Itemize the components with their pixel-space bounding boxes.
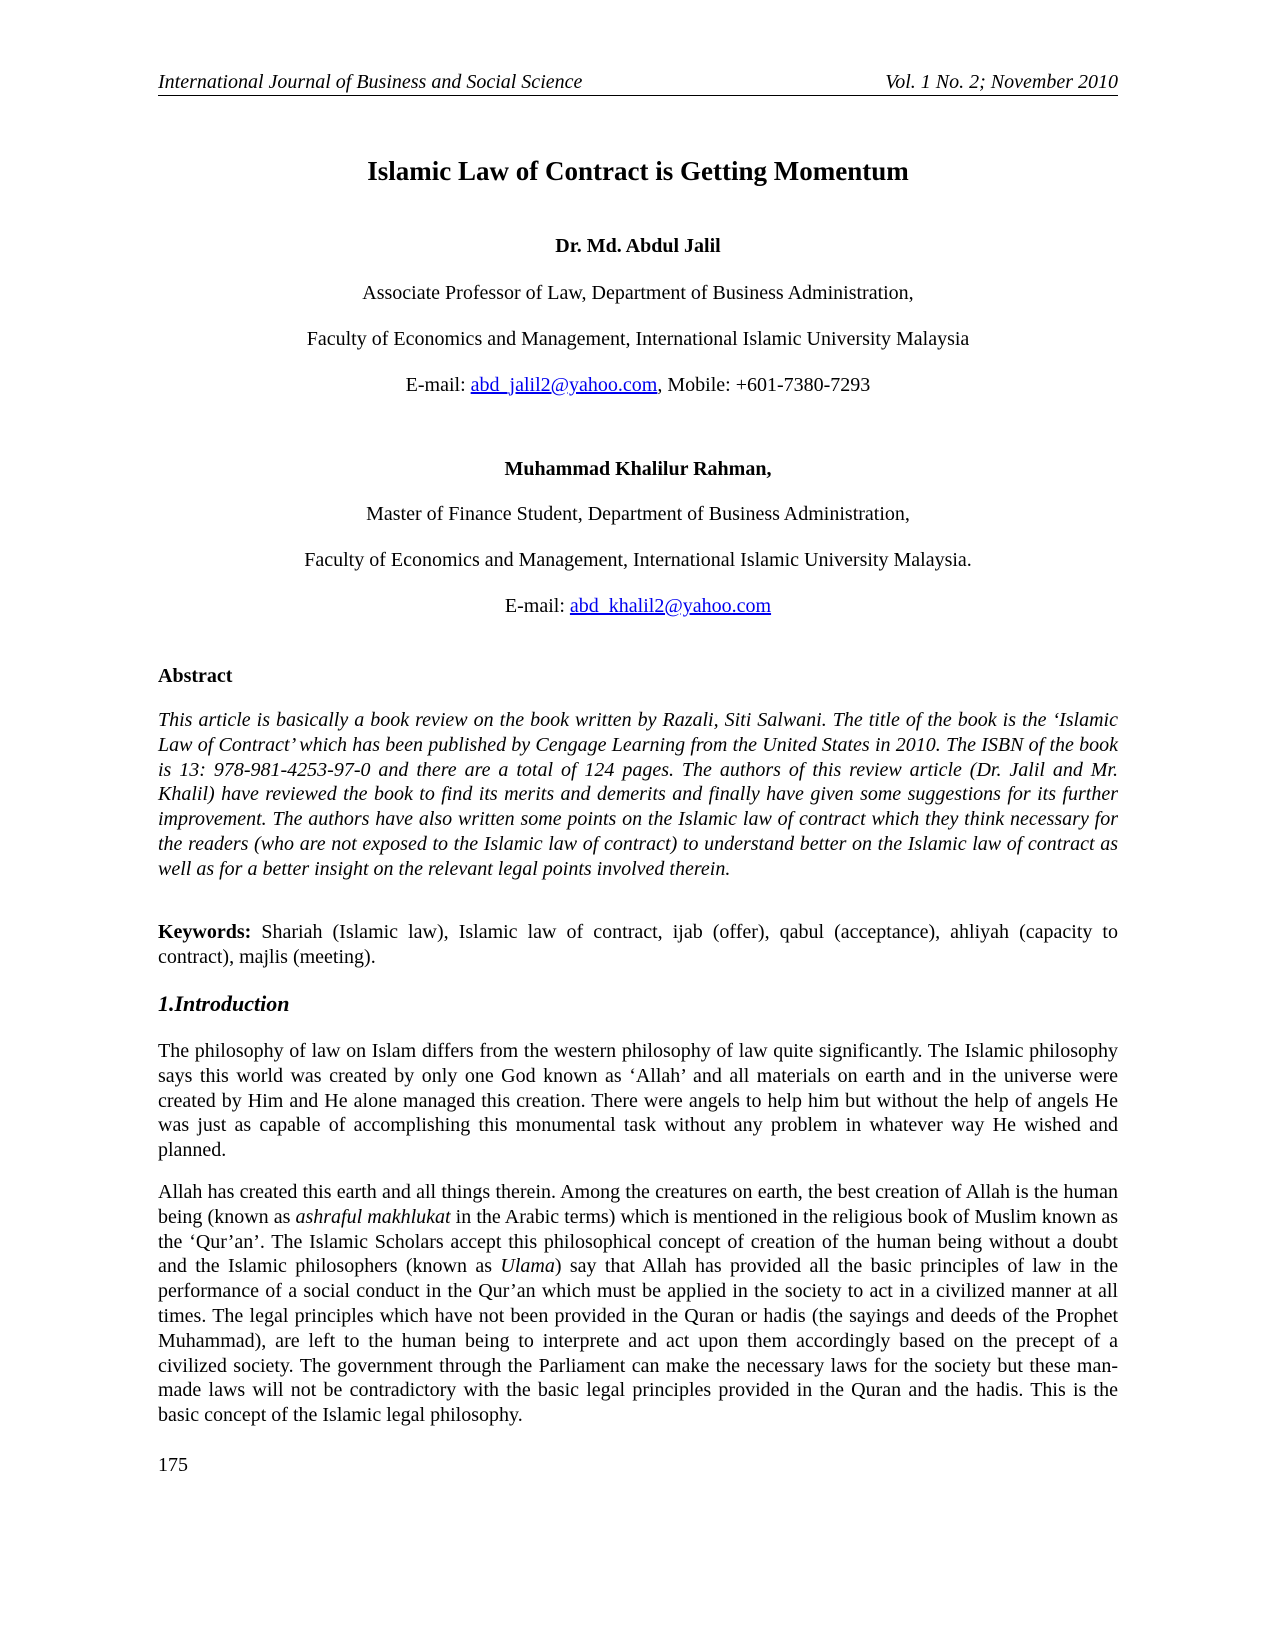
author1-name: Dr. Md. Abdul Jalil	[555, 235, 721, 257]
author2-email-label: E-mail:	[504, 595, 570, 617]
author1-email-link[interactable]: abd_jalil2@yahoo.com	[470, 374, 658, 396]
para2-text-b: in the Arabic terms) which is mentioned in the religious book of Muslim known as the ‘Qur’an’. The Islamic Scholars accept this philosophical concept of creation of the human being without a doubt and the Islamic philosophers (known as	[158, 1205, 1118, 1278]
abstract-text: This article is basically a book review on the book written by Razali, Siti Salwani. The title of the book is the ‘Islamic Law of Contract’ which has been published by Cengage Learning from the United States in 2010. The ISBN of the book is 13: 978-981-4253-97-0 and there are a total of 124 pages. The authors of this review article (Dr. Jalil and Mr. Khalil) have reviewed the book to find its merits and demerits and finally have given some suggestions for its further improvement. The authors have also written some points on the Islamic law of contract which they think necessary for the readers (who are not exposed to the Islamic law of contract) to understand better on the Islamic law of contract as well as for a better insight on the relevant legal points involved therein.	[158, 709, 1118, 880]
running-header	[158, 70, 1118, 96]
keywords-text: Shariah (Islamic law), Islamic law of contract, ijab (offer), qabul (acceptance), ahliyah (capacity to contract), majlis (meeting).	[158, 921, 1118, 968]
author2-email-link[interactable]: abd_khalil2@yahoo.com	[569, 595, 772, 617]
keywords-label: Keywords:	[158, 921, 252, 943]
term-ulama: Ulama	[500, 1255, 555, 1278]
paper-page	[158, 0, 1118, 1650]
author1-position: Associate Professor of Law, Department of Business Administration,	[362, 282, 914, 304]
introduction-paragraph-2	[158, 1180, 1118, 1428]
issue-info: Vol. 1 No. 2; November 2010	[885, 71, 1118, 93]
author1-email-label: E-mail:	[405, 374, 471, 396]
term-ashraful-makhlukat: ashraful makhlukat	[295, 1205, 451, 1228]
page-number: 175	[158, 1454, 188, 1476]
para2-text-c: ) say that Allah has provided all the basic principles of law in the performance of a social conduct in the Qur’an which must be applied in the society to act in a civilized manner at all times. The legal principles which have not been provided in the Quran or hadis (the sayings and deeds of the Prophet Muhammad), are left to the human being to interprete and act upon them accordingly based on the precept of a civilized society. The government through the Parliament can make the necessary laws for the society but these man-made laws will not be contradictory with the basic legal principles provided in the Quran and the hadis. This is the basic concept of the Islamic legal philosophy.	[158, 1255, 1118, 1427]
paper-title: Islamic Law of Contract is Getting Momentum	[367, 156, 909, 186]
author2-name: Muhammad Khalilur Rahman,	[504, 458, 772, 480]
introduction-paragraph-1: The philosophy of law on Islam differs from the western philosophy of law quite significantly. The Islamic philosophy says this world was created by only one God known as ‘Allah’ and all materials on earth and in the universe were created by Him and He alone managed this creation. There were angels to help him but without the help of angels He was just as capable of accomplishing this monumental task without any problem in whatever way He wished and planned.	[158, 1040, 1118, 1162]
author2-position: Master of Finance Student, Department of Business Administration,	[366, 503, 910, 525]
abstract-heading: Abstract	[158, 665, 233, 687]
keywords	[158, 920, 1118, 970]
author2-contact	[158, 594, 1118, 618]
introduction-heading: 1.Introduction	[158, 991, 290, 1016]
author1-affiliation: Faculty of Economics and Management, International Islamic University Malaysia	[306, 328, 970, 350]
author1-mobile: , Mobile: +601-7380-7293	[657, 374, 871, 396]
author1-contact	[158, 373, 1118, 397]
author2-affiliation: Faculty of Economics and Management, International Islamic University Malaysia.	[304, 549, 972, 571]
para2-text-a: Allah has created this earth and all things therein. Among the creatures on earth, the best creation of Allah is the human being (known as	[158, 1181, 1118, 1228]
journal-name: International Journal of Business and Social Science	[158, 71, 583, 93]
